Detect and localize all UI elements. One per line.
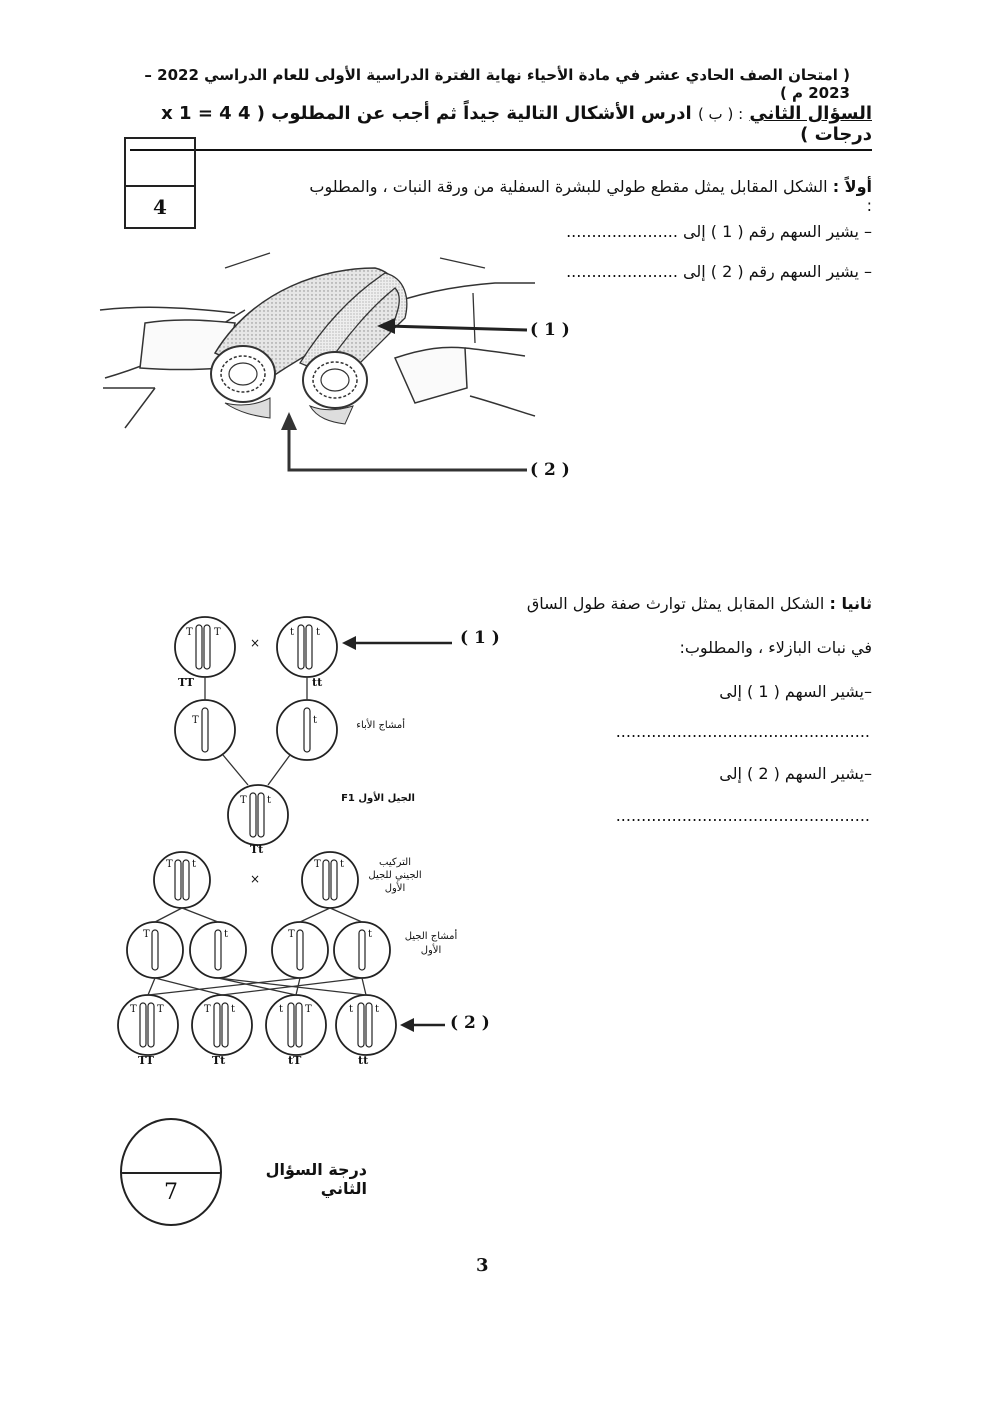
- svg-text:T: T: [204, 1004, 211, 1015]
- grade-value: 7: [164, 1180, 178, 1205]
- part2-label: ثانيا :: [829, 594, 872, 613]
- parents-cross-symbol: ×: [250, 636, 261, 650]
- parent-gametes-label: أمشاج الأباء: [356, 720, 405, 731]
- part1-text: الشكل المقابل يمثل مقطع طولي للبشرة السفلية من ورقة النبات ، والمطلوب :: [309, 177, 872, 215]
- part1-arrow-label-2: ( 2 ): [530, 460, 570, 480]
- svg-text:T: T: [305, 1004, 312, 1015]
- grade-circle: [120, 1118, 222, 1226]
- f1-cross-label: [360, 856, 430, 895]
- part1-item-1: – يشير السهم رقم ( 1 ) إلى ......................: [566, 222, 872, 241]
- f1-cross-label-1: التركيب: [379, 857, 411, 868]
- svg-text:T: T: [157, 1004, 164, 1015]
- parent-genotype-tt: tt: [312, 676, 323, 689]
- svg-text:T: T: [143, 929, 150, 940]
- f2-genotype-1: TT: [138, 1054, 154, 1067]
- question-section: : ( ب ): [697, 105, 744, 123]
- part2-item-1: –يشير السهم ( 1 ) إلى: [719, 682, 872, 701]
- part1-item-2: – يشير السهم رقم ( 2 ) إلى ......................: [566, 262, 872, 281]
- svg-text:t: t: [231, 1004, 236, 1015]
- grade-label: درجة السؤال الثاني: [265, 1160, 367, 1198]
- svg-text:t: t: [316, 627, 321, 638]
- f1-label: الجيل الأول F1: [341, 793, 415, 804]
- question-title-line: [130, 103, 872, 151]
- f1-gametes-label-1: أمشاج الجيل: [404, 931, 458, 942]
- svg-text:t: t: [192, 859, 197, 870]
- f2-genotype-3: tT: [288, 1054, 302, 1067]
- svg-text:T: T: [186, 627, 193, 638]
- part2-arrow-label-1: ( 1 ): [460, 628, 500, 648]
- svg-text:T: T: [314, 859, 321, 870]
- part2-item-2: –يشير السهم ( 2 ) إلى: [719, 764, 872, 783]
- score-value: 4: [153, 195, 167, 219]
- svg-text:T: T: [192, 715, 199, 726]
- parent-genotype-TT: TT: [178, 676, 194, 689]
- part2-dots-1: ..................................................: [615, 722, 870, 741]
- svg-text:t: t: [290, 627, 295, 638]
- score-box: [124, 137, 196, 229]
- svg-text:T: T: [240, 795, 247, 806]
- f1-cross-symbol: ×: [250, 872, 261, 886]
- question-marks: ( 4 x 1 = 4 درجات ): [161, 103, 872, 145]
- f2-genotype-2: Tt: [212, 1054, 226, 1067]
- f1-cross-label-3: الأول: [384, 883, 406, 894]
- part1-label: أولاً :: [832, 177, 872, 196]
- part1-intro: [300, 177, 872, 215]
- part2-intro: [500, 594, 872, 613]
- exam-header: ( امتحان الصف الحادي عشر في مادة الأحياء نهاية الفترة الدراسية الأولى للعام الدراسي 2022 – 2023 م ): [144, 66, 850, 102]
- part2-dots-2: ..................................................: [615, 806, 870, 825]
- svg-text:T: T: [166, 859, 173, 870]
- part2-text-1: الشكل المقابل يمثل توارث صفة طول الساق: [526, 594, 825, 613]
- svg-text:t: t: [349, 1004, 354, 1015]
- page-number: 3: [476, 1255, 489, 1276]
- svg-text:t: t: [340, 859, 345, 870]
- part2-text-2: في نبات البازلاء ، والمطلوب:: [679, 638, 872, 657]
- svg-text:t: t: [267, 795, 272, 806]
- svg-text:t: t: [313, 715, 318, 726]
- svg-text:t: t: [368, 929, 373, 940]
- svg-text:T: T: [130, 1004, 137, 1015]
- svg-text:t: t: [375, 1004, 380, 1015]
- svg-text:T: T: [214, 627, 221, 638]
- stoma-diagram: [95, 238, 595, 498]
- part2-arrow-label-2: ( 2 ): [450, 1013, 490, 1033]
- svg-text:t: t: [279, 1004, 284, 1015]
- part1-arrow-label-1: ( 1 ): [530, 320, 570, 340]
- svg-text:t: t: [224, 929, 229, 940]
- question-title: السؤال الثاني: [749, 103, 872, 124]
- f1-gametes-label-2: الأول: [420, 945, 442, 956]
- question-instruction: ادرس الأشكال التالية جيداً ثم أجب عن المطلوب: [271, 103, 692, 124]
- f2-genotype-4: tt: [358, 1054, 369, 1067]
- svg-text:T: T: [288, 929, 295, 940]
- f1-cross-label-2: الجيني للجيل: [368, 870, 422, 881]
- f1-gametes-label: [396, 930, 466, 958]
- f1-genotype: Tt: [250, 843, 264, 856]
